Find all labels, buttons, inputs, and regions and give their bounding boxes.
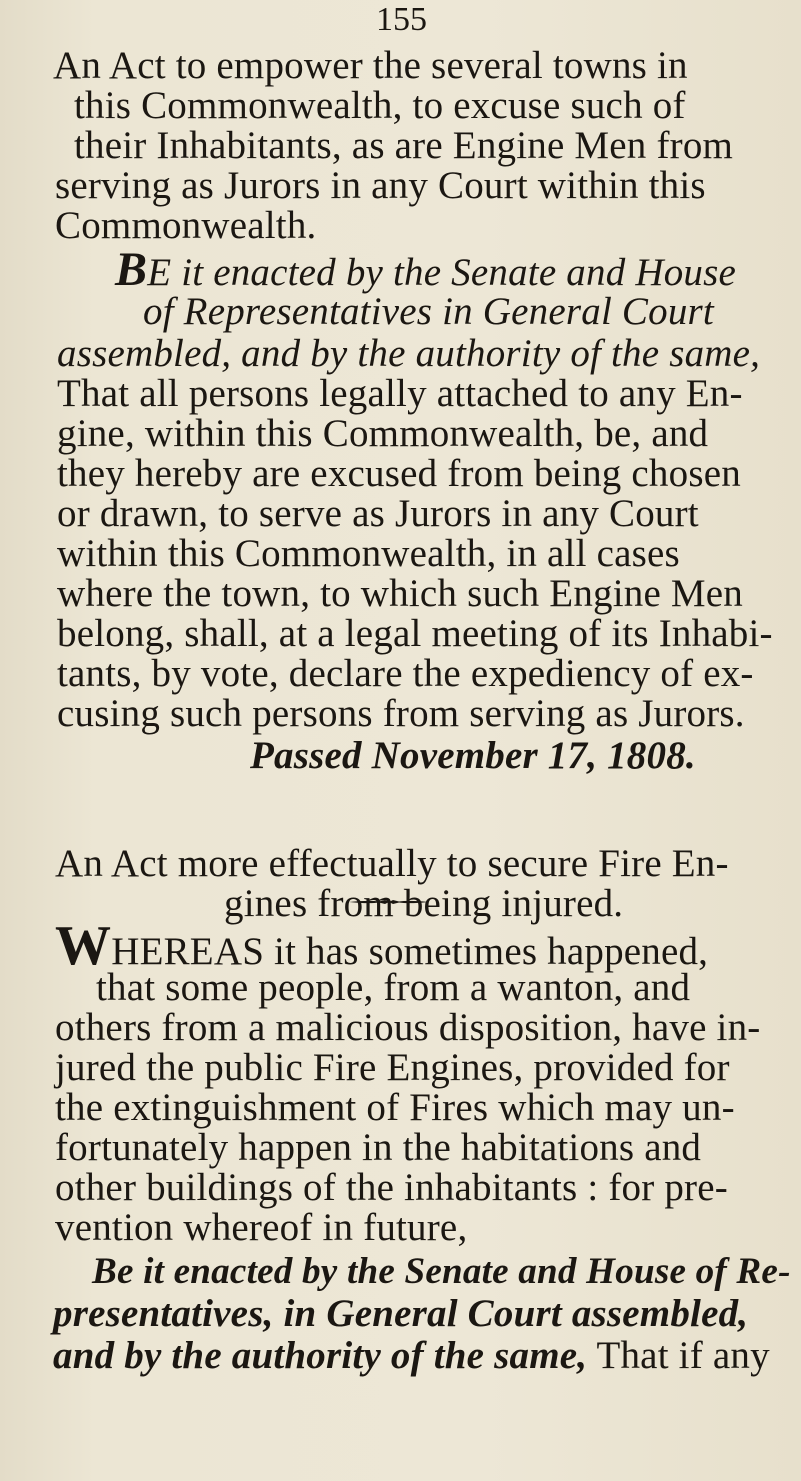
act1-enact-text-1: E it enacted by the Senate and House: [147, 251, 736, 294]
act2-last-line-roman: That if any: [587, 1334, 770, 1377]
act1-body-line-6: where the town, to which such Engine Men: [57, 572, 744, 615]
act1-body-line-3: they hereby are excused from being chosen: [57, 452, 741, 495]
act2-body-line-6: other buildings of the inhabitants : for pre-: [55, 1166, 728, 1209]
act1-enact-line-1: [115, 243, 736, 296]
act1-body-line-9: cusing such persons from serving as Jurors.: [57, 692, 745, 735]
act1-body-line-8: tants, by vote, declare the expediency of ex-: [57, 652, 754, 695]
act2-enact-line-1: Be it enacted by the Senate and House of Re-: [92, 1251, 791, 1292]
page-number: 155: [376, 1, 427, 38]
act1-title-line-1: An Act to empower the several towns in: [53, 44, 688, 87]
act2-last-line-italic: and by the authority of the same,: [53, 1334, 588, 1377]
act1-body-line-1: That all persons legally attached to any En-: [57, 372, 743, 415]
act1-enact-line-3: assembled, and by the authority of the same,: [57, 332, 761, 375]
act2-body-line-3: jured the public Fire Engines, provided for: [55, 1046, 730, 1089]
act2-body-line-4: the extinguishment of Fires which may un-: [55, 1086, 735, 1129]
act2-body-line-7: vention whereof in future,: [55, 1206, 468, 1249]
act2-last-line: [53, 1334, 770, 1378]
act1-enact-line-2: of Representatives in General Court: [143, 290, 714, 333]
act2-body-line-5: fortunately happen in the habitations and: [55, 1126, 702, 1169]
act2-body-line-1: that some people, from a wanton, and: [96, 966, 691, 1009]
act2-title-line-1: An Act more effectually to secure Fire En-: [55, 842, 729, 885]
act1-passed: Passed November 17, 1808.: [250, 734, 696, 777]
act2-enact-line-2: presentatives, in General Court assembled,: [53, 1292, 749, 1335]
act1-initial: B: [115, 243, 148, 296]
act1-title-line-5: Commonwealth.: [55, 204, 317, 247]
act2-title-line-2: gines from being injured.: [224, 882, 624, 925]
act1-body-line-2: gine, within this Commonwealth, be, and: [57, 412, 709, 455]
act2-initial: W: [55, 915, 112, 977]
act1-body-line-7: belong, shall, at a legal meeting of its Inhabi-: [57, 612, 773, 655]
act1-title-line-4: serving as Jurors in any Court within this: [55, 164, 706, 207]
act1-title-line-3: their Inhabitants, as are Engine Men from: [74, 124, 734, 167]
act1-body-line-4: or drawn, to serve as Jurors in any Court: [57, 492, 699, 535]
act1-title-line-2: this Commonwealth, to excuse such of: [74, 84, 686, 127]
act2-body-line-2: others from a malicious disposition, have in-: [55, 1006, 761, 1049]
act1-body-line-5: within this Commonwealth, in all cases: [57, 532, 680, 575]
act2-whereas-text: HEREAS it has sometimes happened,: [111, 930, 709, 973]
